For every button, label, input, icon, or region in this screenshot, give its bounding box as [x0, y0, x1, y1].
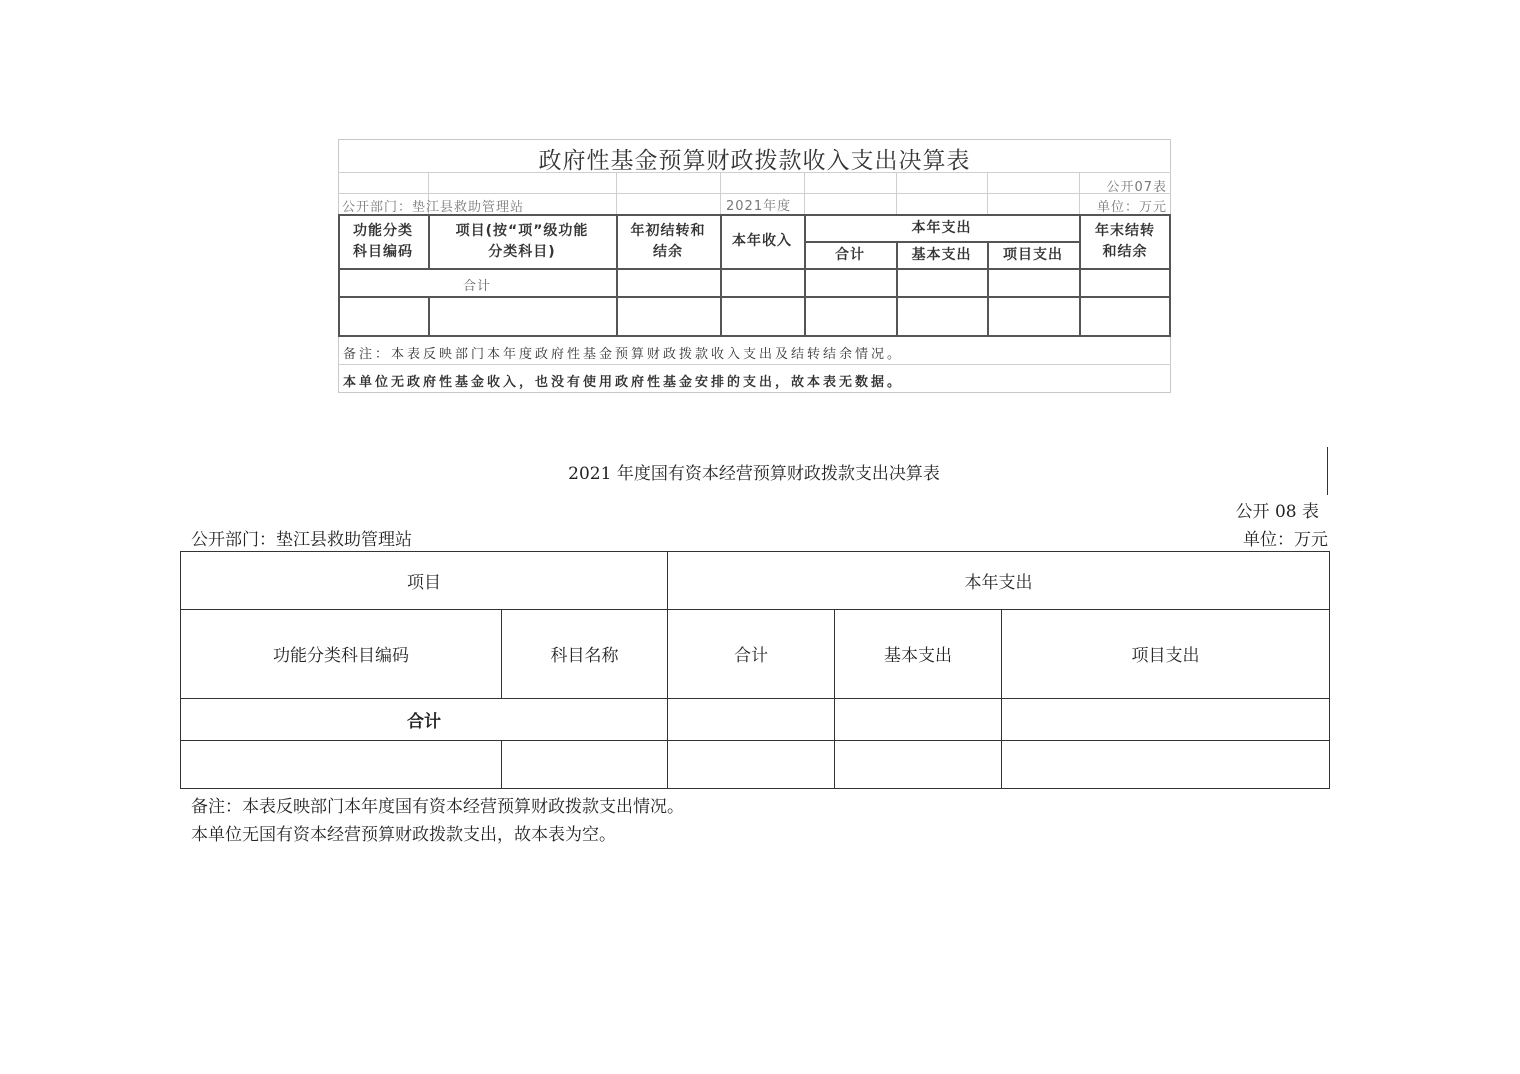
table-row	[181, 740, 1330, 788]
header-total: 合计	[835, 247, 865, 263]
header-item	[428, 221, 616, 263]
table-07-note-2: 本单位无政府性基金收入，也没有使用政府性基金安排的支出，故本表无数据。	[343, 375, 904, 390]
table-row	[181, 698, 1330, 740]
header-code-line1: 功能分类	[353, 223, 413, 239]
header-begin-balance	[616, 221, 720, 263]
header-expense: 本年支出	[668, 552, 1330, 610]
table-07-year: 2021年度	[726, 199, 792, 214]
total-row-label: 合计	[462, 279, 491, 294]
table-08	[180, 551, 1330, 789]
table-08-note-1: 备注：本表反映部门本年度国有资本经营预算财政拨款支出情况。	[191, 797, 684, 817]
header-item: 项目	[181, 552, 668, 610]
header-basic: 基本支出	[835, 610, 1002, 698]
grid-line	[720, 172, 721, 215]
header-total: 合计	[668, 610, 835, 698]
table-07-number: 公开07表	[1106, 180, 1167, 195]
basic-cell	[835, 740, 1002, 788]
header-basic: 基本支出	[911, 247, 972, 263]
project-cell	[1002, 740, 1330, 788]
grid-line	[338, 364, 1171, 365]
header-name: 科目名称	[502, 610, 668, 698]
grid-line	[804, 241, 1079, 243]
total-cell	[668, 698, 835, 740]
header-expense: 本年支出	[911, 220, 972, 236]
table-08-department: 公开部门：垫江县救助管理站	[191, 530, 412, 550]
basic-cell	[835, 698, 1002, 740]
grid-line	[338, 193, 1171, 194]
header-end-line2: 和结余	[1102, 244, 1148, 260]
header-item-line2: 分类科目)	[488, 244, 556, 260]
header-end-balance	[1079, 221, 1171, 263]
name-cell	[502, 740, 668, 788]
header-project: 项目支出	[1002, 610, 1330, 698]
table-07-note-1: 备注：本表反映部门本年度政府性基金预算财政拨款收入支出及结转结余情况。	[343, 347, 904, 362]
grid-line	[338, 296, 1171, 298]
header-project: 项目支出	[1003, 247, 1063, 263]
table-07-department: 公开部门：垫江县救助管理站	[342, 200, 525, 215]
table-08-number: 公开 08 表	[1235, 502, 1319, 522]
grid-line	[804, 172, 805, 215]
total-row-label: 合计	[181, 698, 668, 740]
header-end-line1: 年末结转	[1095, 223, 1155, 239]
header-item-line1: 项目(按“项”级功能	[455, 223, 589, 239]
grid-line	[1079, 172, 1080, 215]
table-07	[338, 139, 1171, 393]
header-income: 本年收入	[732, 233, 792, 249]
table-08-unit: 单位：万元	[1243, 530, 1328, 550]
table-08-title: 2021 年度国有资本经营预算财政拨款支出决算表	[568, 464, 940, 484]
table-row	[181, 552, 1330, 610]
grid-line	[428, 296, 430, 336]
header-begin-line2: 结余	[653, 244, 683, 260]
code-cell	[181, 740, 502, 788]
table-08-note-2: 本单位无国有资本经营预算财政拨款支出，故本表为空。	[191, 825, 616, 845]
header-code	[338, 221, 428, 263]
header-code: 功能分类科目编码	[181, 610, 502, 698]
table-07-title: 政府性基金预算财政拨款收入支出决算表	[538, 148, 971, 174]
grid-line	[338, 268, 1171, 270]
divider	[1327, 447, 1328, 495]
header-begin-line1: 年初结转和	[630, 223, 706, 239]
project-cell	[1002, 698, 1330, 740]
header-code-line2: 科目编码	[353, 244, 413, 260]
grid-line	[987, 172, 988, 215]
grid-line	[338, 335, 1171, 337]
table-07-unit: 单位：万元	[1096, 200, 1167, 215]
grid-line	[896, 172, 897, 215]
grid-line	[616, 172, 617, 215]
total-cell	[668, 740, 835, 788]
table-row	[181, 610, 1330, 698]
